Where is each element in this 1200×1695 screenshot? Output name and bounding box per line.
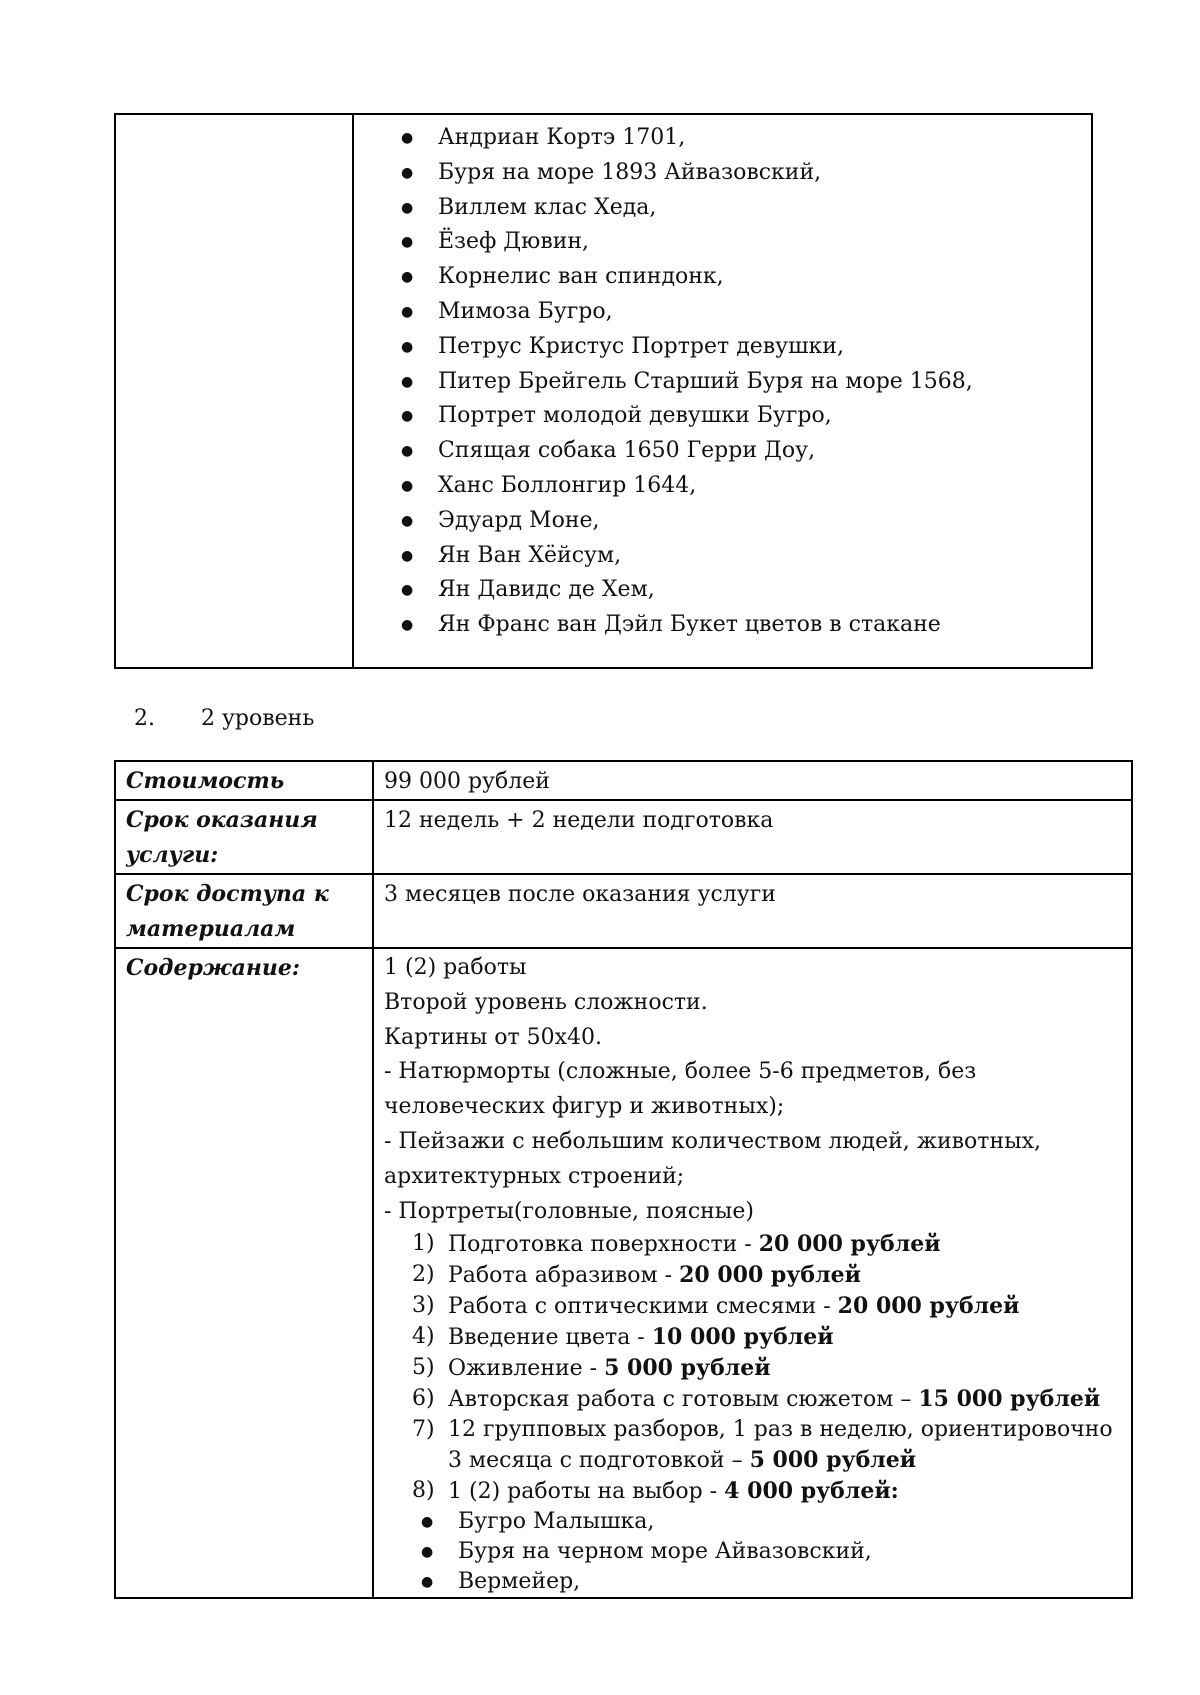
step-price: 20 000 рублей — [679, 1262, 861, 1289]
step-number: 7) — [412, 1417, 435, 1443]
list-item: ● Ян Давидс де Хем, — [354, 573, 1091, 608]
step-text: Введение цвета - — [448, 1325, 652, 1351]
content-line: Картины от 50х40. — [384, 1024, 603, 1050]
list-item: ● Буря на море 1893 Айвазовский, — [354, 156, 1091, 191]
step-text: 1 (2) работы на выбор - — [448, 1479, 725, 1505]
table-row — [115, 761, 1132, 800]
section-heading — [134, 702, 314, 736]
step-number: 4) — [412, 1324, 435, 1350]
artworks-list — [354, 115, 1091, 643]
choice-list — [384, 1507, 1121, 1597]
list-item: ● Мимоза Бугро, — [354, 295, 1091, 330]
list-item: ● Петрус Кристус Портрет девушки, — [354, 330, 1091, 365]
term-value: 12 недель + 2 недели подготовка — [373, 800, 1132, 874]
step-number: 8) — [412, 1478, 435, 1504]
content-cell — [373, 948, 1132, 1598]
list-item: ● Ян Франс ван Дэйл Букет цветов в стакане — [354, 608, 1091, 643]
step-text: 12 групповых разборов, 1 раз в неделю, ориентировочно 3 месяца с подготовкой – — [448, 1417, 1113, 1474]
list-item: ● Ян Ван Хёйсум, — [354, 539, 1091, 574]
section-title: 2 уровень — [201, 706, 315, 731]
step-price: 15 000 рублей — [918, 1386, 1101, 1413]
content-line: - Портреты(головные, поясные) — [384, 1198, 754, 1224]
content-line: - Натюрморты (сложные, более 5-6 предметов, без человеческих фигур и животных); — [384, 1059, 977, 1120]
list-item: ● Корнелис ван спиндонк, — [354, 260, 1091, 295]
list-item: ● Бугро Малышка, — [384, 1507, 1121, 1537]
list-item: ● Андриан Кортэ 1701, — [354, 121, 1091, 156]
list-item: ● Ёзеф Дювин, — [354, 225, 1091, 260]
empty-cell — [115, 114, 353, 668]
step-price: 20 000 рублей — [758, 1231, 941, 1258]
step-price: 20 000 рублей — [837, 1293, 1020, 1320]
table-row — [115, 114, 1092, 668]
list-item: ● Ханс Боллонгир 1644, — [354, 469, 1091, 504]
access-value: 3 месяцев после оказания услуги — [373, 874, 1132, 948]
level-2-table — [114, 760, 1133, 1599]
step-text: Оживление - — [448, 1356, 605, 1382]
list-item: ● Вермейер, — [384, 1567, 1121, 1597]
step-item — [384, 1384, 1121, 1415]
artworks-cell — [353, 114, 1092, 668]
table-row — [115, 800, 1132, 874]
step-number: 6) — [412, 1386, 435, 1412]
list-item: ● Спящая собака 1650 Герри Доу, — [354, 434, 1091, 469]
access-label: Срок доступа к материалам — [115, 874, 373, 948]
section-number: 2. — [134, 706, 155, 731]
content-line: 1 (2) работы — [384, 955, 527, 980]
list-item: ● Портрет молодой девушки Бугро, — [354, 399, 1091, 434]
list-item: ● Питер Брейгель Старший Буря на море 1568, — [354, 365, 1091, 400]
price-label: Стоимость — [115, 761, 373, 800]
step-text: Подготовка поверхности - — [448, 1232, 759, 1258]
step-text: Работа с оптическими смесями - — [448, 1294, 838, 1320]
steps-list — [384, 1229, 1121, 1507]
step-price: 5 000 рублей — [749, 1447, 917, 1474]
content-line: - Пейзажи с небольшим количеством людей, животных, архитектурных строений; — [384, 1128, 1042, 1189]
list-item: ● Виллем клас Хеда, — [354, 191, 1091, 226]
step-text: Работа абразивом - — [448, 1263, 680, 1289]
step-number: 5) — [412, 1355, 435, 1381]
step-price: 5 000 рублей — [604, 1355, 771, 1382]
step-item — [384, 1476, 1121, 1507]
step-item — [384, 1415, 1121, 1476]
step-item — [384, 1260, 1121, 1291]
step-item — [384, 1322, 1121, 1353]
price-value: 99 000 рублей — [373, 761, 1132, 800]
artworks-table-continued — [114, 113, 1093, 669]
step-price: 10 000 рублей — [651, 1324, 834, 1351]
term-label: Срок оказания услуги: — [115, 800, 373, 874]
list-item: ● Эдуард Моне, — [354, 504, 1091, 539]
step-item — [384, 1291, 1121, 1322]
table-row — [115, 874, 1132, 948]
content-line: Второй уровень сложности. — [384, 989, 708, 1015]
table-row — [115, 948, 1132, 1598]
step-text: Авторская работа с готовым сюжетом – — [448, 1387, 919, 1413]
step-item — [384, 1353, 1121, 1384]
step-number: 2) — [412, 1262, 435, 1288]
step-item — [384, 1229, 1121, 1260]
step-number: 1) — [412, 1231, 435, 1257]
step-price: 4 000 рублей: — [724, 1478, 899, 1505]
list-item: ● Буря на черном море Айвазовский, — [384, 1537, 1121, 1567]
step-number: 3) — [412, 1293, 435, 1319]
content-label: Содержание: — [115, 948, 373, 1598]
